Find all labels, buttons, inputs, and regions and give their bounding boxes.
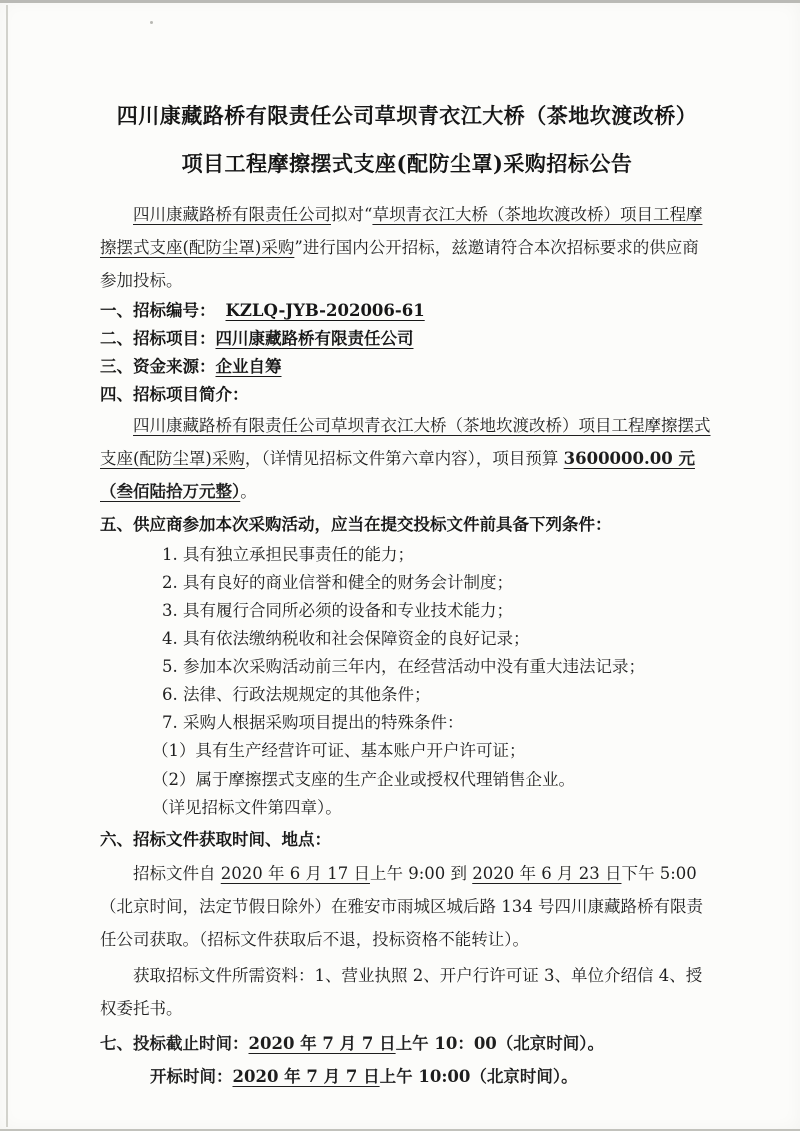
title-line-2: 项目工程摩擦摆式支座(配防尘罩)采购招标公告 — [181, 151, 633, 176]
field-tender-number-value: KZLQ-JYB-202006-61 — [225, 301, 425, 320]
scan-edge-top — [0, 0, 800, 3]
condition-item-7: 7. 采购人根据采购项目提出的特殊条件： — [162, 713, 464, 732]
section4-budget-underlined: 3600000.00 元（叁佰陆拾万元整） — [100, 449, 695, 501]
intro-project-underlined: 草坝青衣江大桥（茶地坎渡改桥）项目工程摩擦摆式支座(配防尘罩)采购 — [100, 205, 703, 257]
section6-heading: 六、招标文件获取时间、地点： — [100, 829, 331, 849]
intro-rest-text: ”进行国内公开招标，兹邀请符合本次招标要求的供应商参加投标。 — [100, 238, 699, 290]
section6-start-date-underlined: 2020 年 6 月 17 日 — [220, 863, 370, 883]
field-tender-number-label: 一、招标编号： — [100, 301, 216, 320]
field-tender-project-label: 二、招标项目： — [100, 329, 216, 348]
special-condition-1: （1）具有生产经营许可证、基本账户开户许可证； — [152, 741, 526, 760]
condition-item-6: 6. 法律、行政法规规定的其他条件； — [162, 685, 431, 704]
title-line-1: 四川康藏路桥有限责任公司草坝青衣江大桥（茶地坎渡改桥） — [116, 103, 698, 128]
section4-heading-label: 四、招标项目简介： — [100, 385, 249, 404]
special-condition-2: （2）属于摩擦摆式支座的生产企业或授权代理销售企业。 — [152, 769, 575, 789]
condition-item-5: 5. 参加本次采购活动前三年内，在经营活动中没有重大违法记录； — [162, 657, 645, 676]
section4-paragraph — [100, 409, 714, 508]
condition-item-3: 3. 具有履行合同所必须的设备和专业技术能力； — [162, 601, 513, 620]
section6-end-date-underlined: 2020 年 6 月 23 日 — [472, 863, 622, 883]
section7-opening-rest: 上午 10:00（北京时间）。 — [379, 1066, 578, 1086]
field-tender-project — [100, 325, 714, 353]
section4-closing-text: 。 — [240, 482, 257, 501]
field-tender-project-value: 四川康藏路桥有限责任公司 — [215, 329, 414, 348]
condition-item-4: 4. 具有依法缴纳税收和社会保障资金的良好记录； — [162, 629, 530, 648]
intro-mid-text: 拟对“ — [331, 205, 373, 224]
section7-opening-date-underlined: 2020 年 7 月 7 日 — [232, 1066, 380, 1086]
condition-item-2: 2. 具有良好的商业信誉和健全的财务会计制度； — [162, 573, 513, 592]
section6-text-2: 上午 9:00 到 — [369, 863, 473, 883]
section7-deadline-rest: 上午 10：00（北京时间）。 — [395, 1033, 605, 1053]
field-tender-number — [100, 297, 714, 325]
intro-company-underlined: 四川康藏路桥有限责任公司 — [133, 205, 331, 224]
section7-deadline-line — [100, 1027, 714, 1060]
condition-item-1: 1. 具有独立承担民事责任的能力； — [162, 545, 414, 564]
section6-paragraph-2: 获取招标文件所需资料：1、营业执照 2、开户行许可证 3、单位介绍信 4、授权委托书。 — [100, 965, 703, 1018]
section7-opening-line — [100, 1060, 714, 1093]
field-funding-source-value: 企业自筹 — [215, 357, 282, 376]
section7-deadline-date-underlined: 2020 年 7 月 7 日 — [248, 1033, 396, 1053]
scan-speck-artifact — [150, 21, 153, 24]
section7-opening-label: 开标时间： — [150, 1066, 233, 1086]
scan-edge-left — [6, 5, 8, 1127]
section4-plain-text: ，（详情见招标文件第六章内容），项目预算 — [244, 449, 564, 468]
section6-text-1: 招标文件自 — [133, 863, 221, 883]
special-condition-note: （详见招标文件第四章）。 — [152, 798, 342, 817]
intro-paragraph — [100, 198, 714, 297]
field-funding-source — [100, 353, 714, 381]
section6-paragraph-1 — [100, 857, 714, 956]
section7-deadline-label: 七、投标截止时间： — [100, 1033, 249, 1053]
section6-text-3: 下午 5:00（北京时间，法定节假日除外）在雅安市雨城区城后路 134 号四川康藏路桥有限责任公司获取。（招标文件获取后不退，投标资格不能转让）。 — [100, 863, 703, 949]
field-funding-source-label: 三、资金来源： — [100, 357, 216, 376]
section4-project-underlined: 四川康藏路桥有限责任公司草坝青衣江大桥（茶地坎渡改桥）项目工程摩擦摆式支座(配防尘罩)采购 — [100, 416, 711, 468]
section4-heading — [100, 381, 714, 409]
section5-heading: 五、供应商参加本次采购活动，应当在提交投标文件前具备下列条件： — [100, 515, 612, 534]
document-title — [100, 92, 714, 188]
